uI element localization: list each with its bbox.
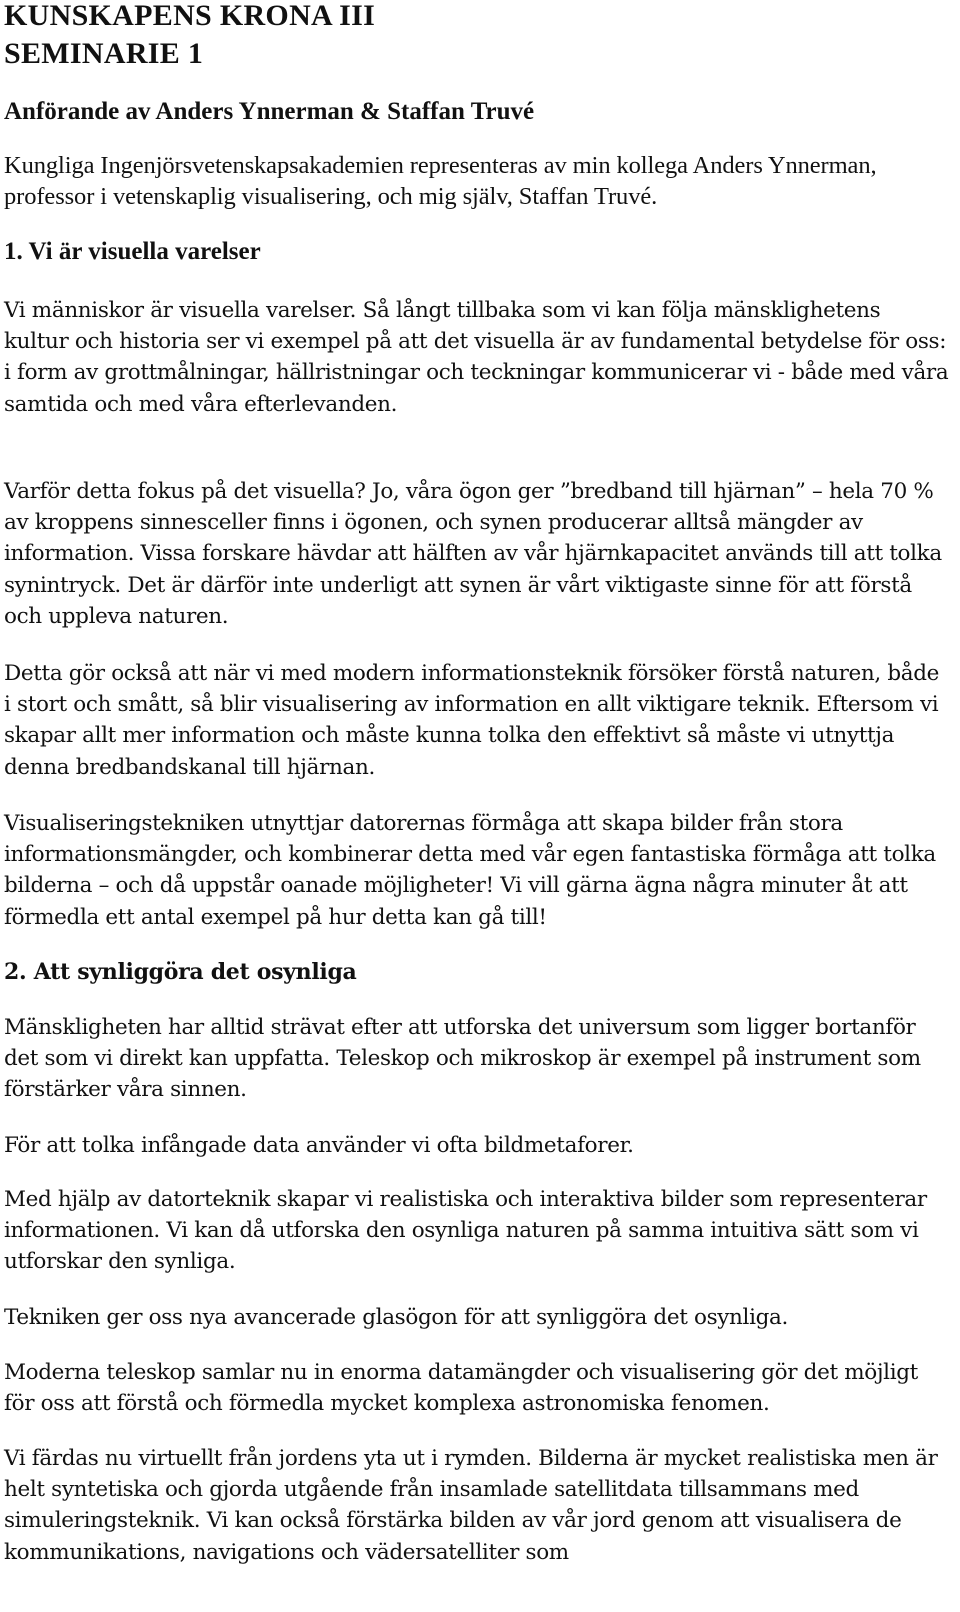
section-1-paragraph: Varför detta fokus på det visuella? Jo, våra ögon ger ”bredband till hjärnan” – hela 70 % av kroppens sinnesceller finns i ögonen, och synen producerar alltså mängder av information. Vissa forskare hävdar att hälften av vår hjärnkapacitet används till att tolka synintryck. Det är därför inte underligt att synen är vårt viktigaste sinne för att förstå och uppleva naturen. (4, 479, 942, 629)
section-1-heading: 1. Vi är visuella varelser (4, 238, 261, 265)
section-2-paragraph: Vi färdas nu virtuellt från jordens yta ut i rymden. Bilderna är mycket realistiska men är helt syntetiska och gjorda utgående från insamlade satellitdata tillsammans med simuleringsteknik. Vi kan också förstärka bilden av vår jord genom att visualisera de kommunikations, navigations och vädersatelliter som (4, 1446, 938, 1565)
document-subtitle: SEMINARIE 1 (4, 37, 204, 70)
section-1-paragraph: Visualiseringstekniken utnyttjar datorernas förmåga att skapa bilder från stora informationsmängder, och kombinerar detta med vår egen fantastiska förmåga att tolka bilderna – och då uppstår oanade möjligheter! Vi vill gärna ägna några minuter åt att förmedla ett antal exempel på hur detta kan gå till! (4, 811, 936, 930)
section-2-paragraph: Mänskligheten har alltid strävat efter att utforska det universum som ligger bortanför det som vi direkt kan uppfatta. Teleskop och mikroskop är exempel på instrument som förstärker våra sinnen. (4, 1015, 921, 1103)
section-2-paragraph: Med hjälp av datorteknik skapar vi realistiska och interaktiva bilder som representerar informationen. Vi kan då utforska den osynliga naturen på samma intuitiva sätt som vi utforskar den synliga. (4, 1187, 927, 1275)
section-2-heading: 2. Att synliggöra det osynliga (4, 959, 357, 985)
document-title: KUNSKAPENS KRONA III (4, 0, 376, 32)
section-2-paragraph: Moderna teleskop samlar nu in enorma datamängder och visualisering gör det möjligt för oss att förstå och förmedla mycket komplexa astronomiska fenomen. (4, 1360, 918, 1417)
section-2-paragraph: Tekniken ger oss nya avancerade glasögon för att synliggöra det osynliga. (4, 1305, 788, 1330)
speech-heading: Anförande av Anders Ynnerman & Staffan Truvé (4, 98, 535, 125)
section-1-paragraph: Vi människor är visuella varelser. Så långt tillbaka som vi kan följa mänsklighetens kultur och historia ser vi exempel på att det visuella är av fundamental betydelse för oss: i form av grottmålningar, hällristningar och teckningar kommunicerar vi - både med våra samtida och med våra efterlevanden. (4, 298, 949, 417)
section-1-paragraph: Detta gör också att när vi med modern informationsteknik försöker förstå naturen, både i stort och smått, så blir visualisering av information en allt viktigare teknik. Eftersom vi skapar allt mer information och måste kunna tolka den effektivt så måste vi utnyttja denna bredbandskanal till hjärnan. (4, 661, 940, 780)
section-2-paragraph: För att tolka infångade data använder vi ofta bildmetaforer. (4, 1133, 634, 1158)
intro-paragraph: Kungliga Ingenjörsvetenskapsakademien representeras av min kollega Anders Ynnerman, professor i vetenskaplig visualisering, och mig själv, Staffan Truvé. (4, 152, 877, 210)
